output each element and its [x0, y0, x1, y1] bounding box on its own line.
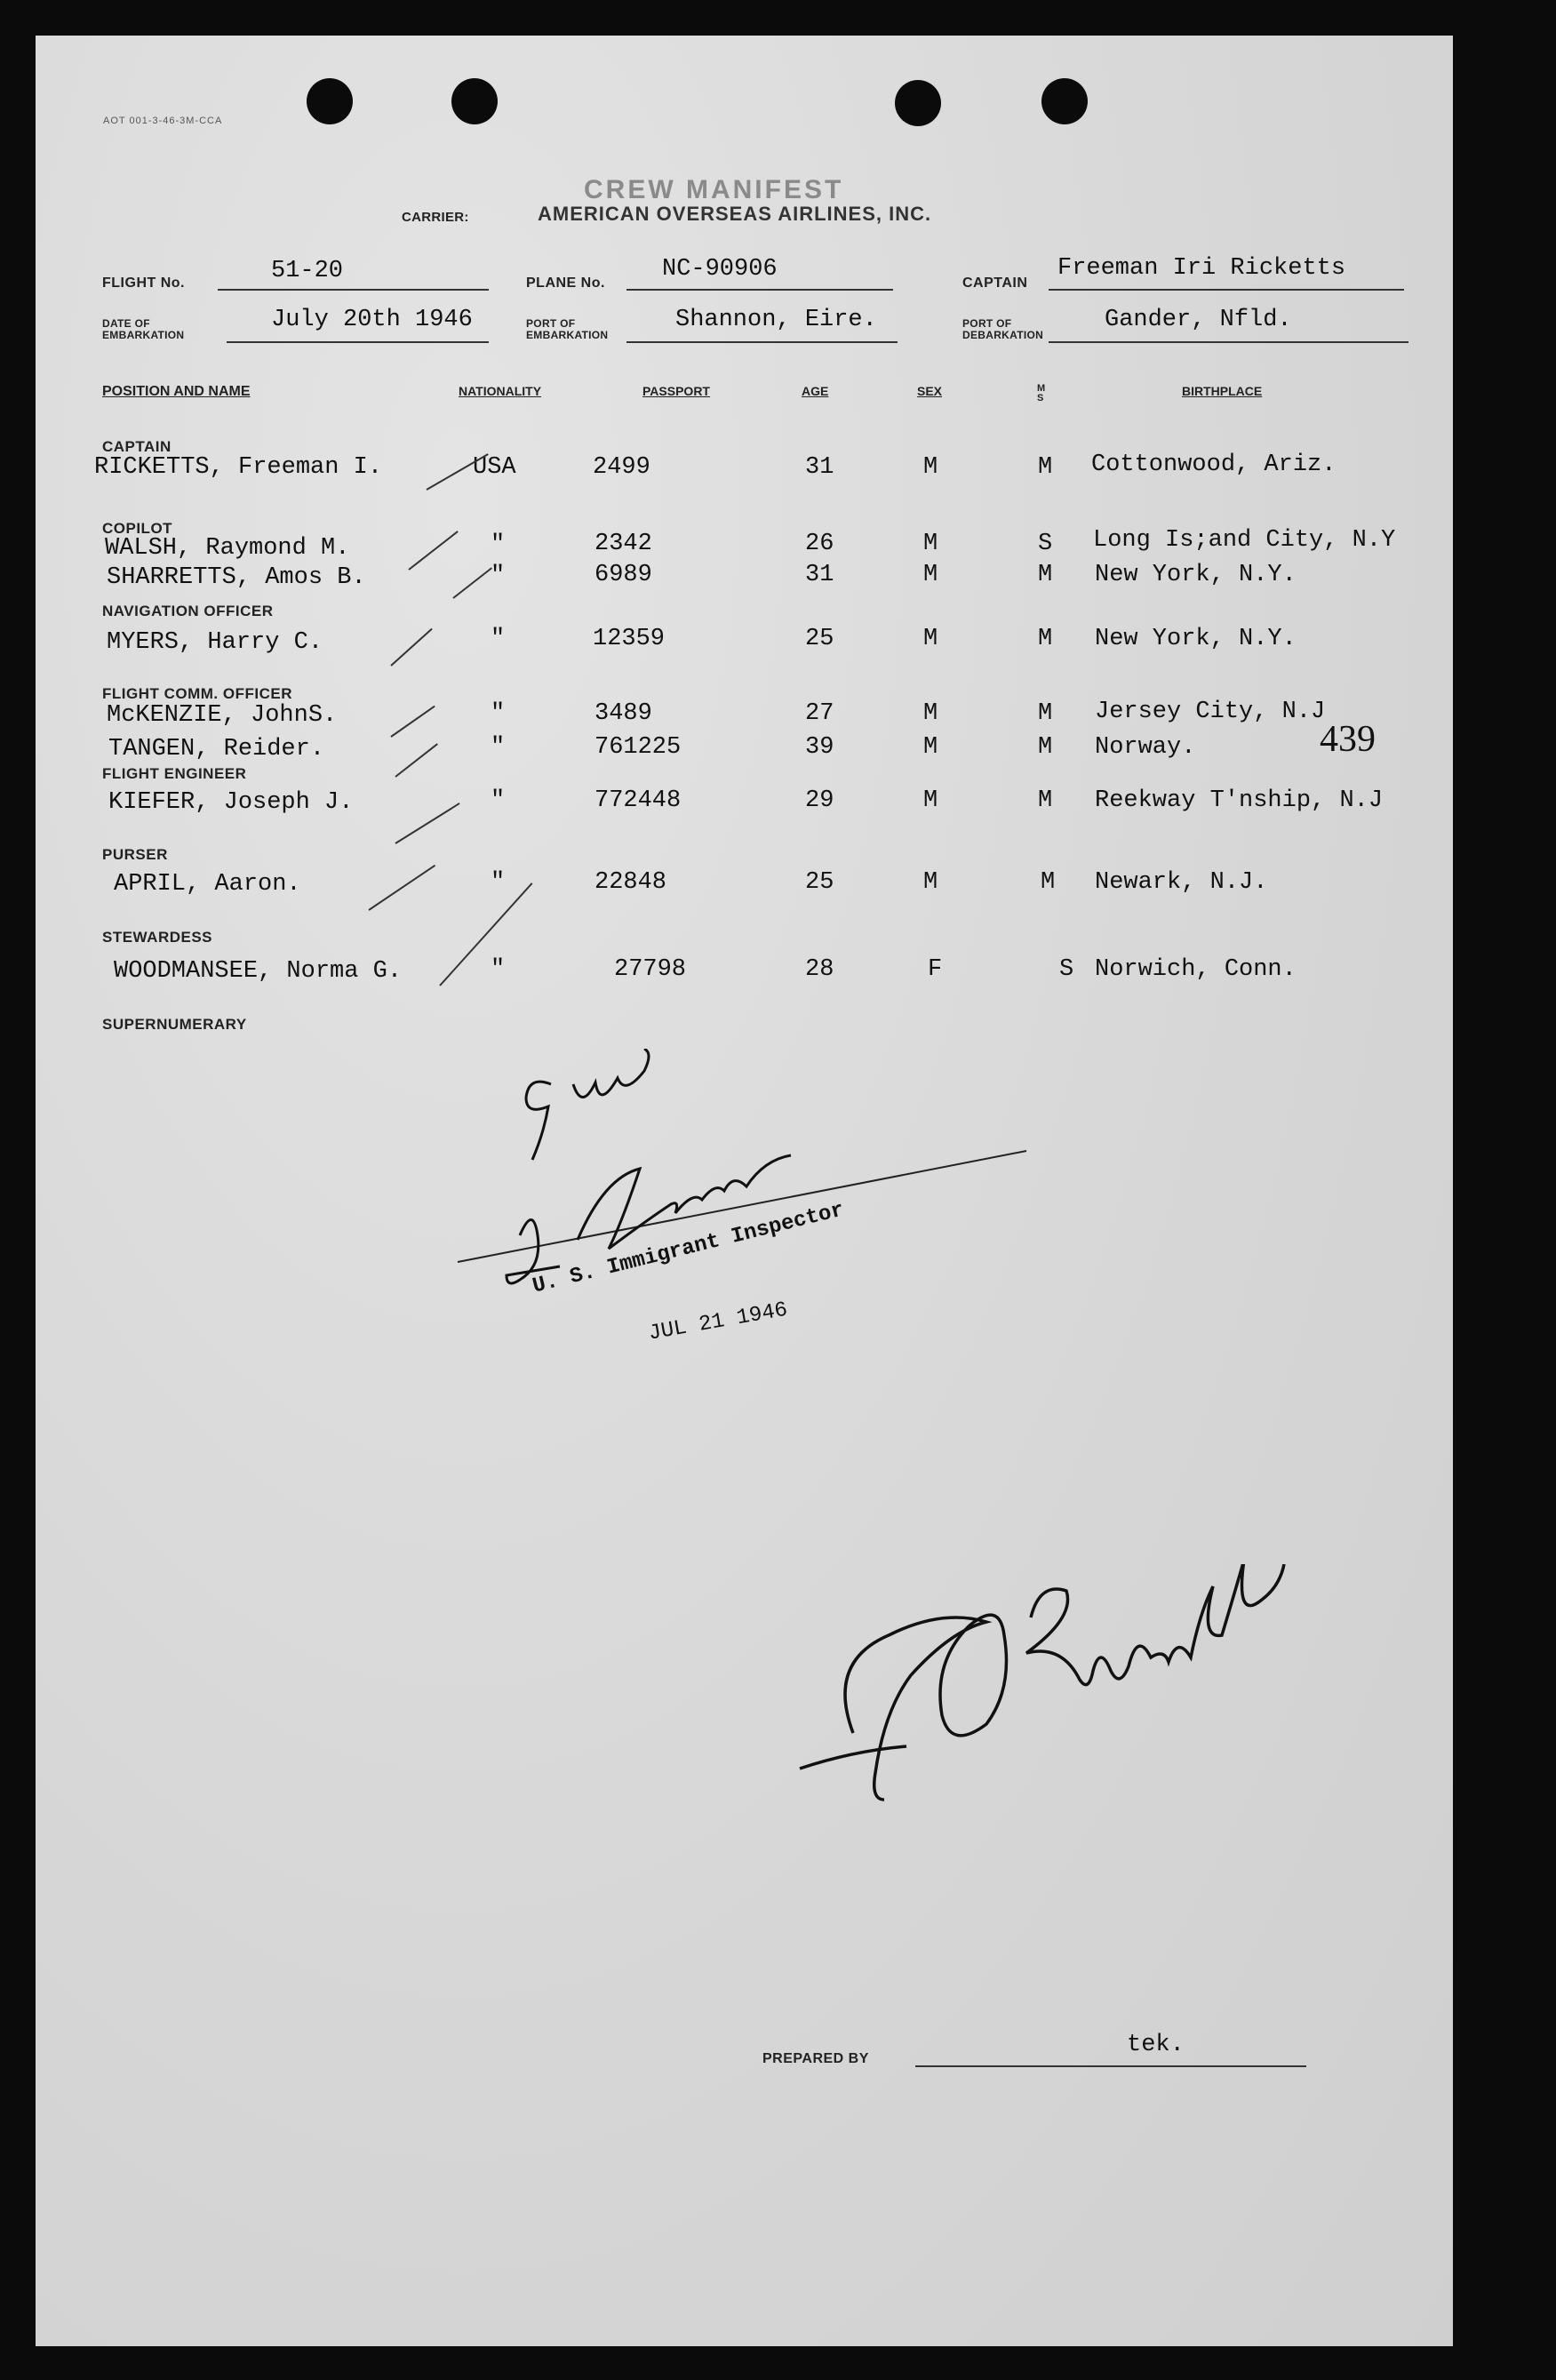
crew-marital: M	[1038, 734, 1053, 761]
crew-passport: 772448	[594, 787, 682, 814]
crew-name: RICKETTS, Freeman I.	[94, 454, 383, 481]
crew-age: 31	[805, 454, 834, 481]
crew-nationality: USA	[473, 454, 516, 481]
port-embarkation-label-line-2: EMBARKATION	[526, 329, 609, 341]
punch-hole	[307, 78, 353, 124]
crew-birthplace: Long Is;and City, N.Y	[1093, 527, 1396, 554]
role-navigation-officer: NAVIGATION OFFICER	[102, 603, 274, 619]
crew-marital: M	[1038, 454, 1053, 481]
crew-passport: 761225	[594, 734, 682, 761]
col-passport: PASSPORT	[642, 384, 710, 398]
crew-passport: 3489	[594, 700, 652, 727]
crew-marital: M	[1038, 562, 1053, 588]
date-of-embarkation: July 20th 1946	[271, 307, 473, 333]
col-marital: M S	[1037, 383, 1046, 403]
crew-name: KIEFER, Joseph J.	[108, 789, 354, 816]
role-stewardess: STEWARDESS	[102, 929, 213, 946]
date-label-line-1: DATE OF	[102, 317, 150, 330]
role-purser: PURSER	[102, 846, 168, 863]
crew-nationality: "	[491, 956, 506, 983]
inspector-stamp-date: JUL 21 1946	[646, 1298, 790, 1346]
crew-age: 31	[805, 562, 834, 588]
col-birthplace: BIRTHPLACE	[1182, 384, 1263, 398]
crew-passport: 6989	[594, 562, 652, 588]
role-captain: CAPTAIN	[102, 438, 172, 455]
col-sex: SEX	[917, 384, 943, 398]
manifest-page	[36, 36, 1453, 2346]
crew-passport: 2499	[593, 454, 650, 481]
crew-age: 29	[805, 787, 834, 814]
inspector-signature	[409, 1049, 1031, 1333]
port-debarkation-label	[962, 318, 1043, 341]
crew-birthplace: Reekway T'nship, N.J	[1095, 787, 1384, 814]
crew-passport: 27798	[614, 956, 687, 983]
crew-name: SHARRETTS, Amos B.	[107, 564, 366, 591]
crew-birthplace: Norwich, Conn.	[1095, 956, 1297, 983]
inspector-stamp-title: U. S. Immigrant Inspector	[530, 1198, 847, 1299]
crew-passport: 12359	[593, 626, 666, 652]
form-number: AOT 001-3-46-3M-CCA	[103, 116, 223, 126]
captain-signature	[791, 1564, 1342, 1849]
crew-nationality: "	[491, 700, 506, 727]
date-label	[102, 318, 184, 341]
port-embarkation-label-line-1: PORT OF	[526, 317, 576, 330]
role-flight-engineer: FLIGHT ENGINEER	[102, 765, 247, 782]
crew-sex: M	[923, 700, 938, 727]
carrier-name: AMERICAN OVERSEAS AIRLINES, INC.	[538, 203, 932, 225]
crew-age: 28	[805, 956, 834, 983]
crew-age: 39	[805, 734, 834, 761]
flight-number: 51-20	[271, 258, 344, 284]
col-nationality: NATIONALITY	[459, 384, 542, 398]
crew-age: 27	[805, 700, 834, 727]
crew-sex: M	[923, 626, 938, 652]
port-of-debarkation: Gander, Nfld.	[1105, 307, 1292, 333]
punch-hole	[1041, 78, 1088, 124]
crew-name: WOODMANSEE, Norma G.	[114, 958, 403, 985]
prepared-by-label: PREPARED BY	[762, 2051, 869, 2066]
carrier-label: CARRIER:	[402, 210, 469, 225]
role-supernumerary: SUPERNUMERARY	[102, 1016, 247, 1033]
crew-name: WALSH, Raymond M.	[105, 535, 350, 562]
crew-age: 25	[805, 869, 834, 896]
crew-sex: M	[923, 531, 938, 557]
crew-passport: 2342	[594, 531, 652, 557]
crew-marital: M	[1038, 787, 1053, 814]
punch-hole	[451, 78, 498, 124]
crew-marital: S	[1038, 531, 1053, 557]
crew-age: 25	[805, 626, 834, 652]
page-title: CREW MANIFEST	[584, 175, 844, 204]
crew-sex: M	[923, 734, 938, 761]
flight-label: FLIGHT No.	[102, 276, 185, 291]
crew-marital: S	[1059, 956, 1074, 983]
crew-name: TANGEN, Reider.	[108, 736, 325, 763]
crew-name: McKENZIE, JohnS.	[107, 702, 338, 729]
crew-marital: M	[1038, 626, 1053, 652]
plane-label: PLANE No.	[526, 276, 605, 291]
crew-nationality: "	[491, 626, 506, 652]
crew-birthplace: New York, N.Y.	[1095, 562, 1297, 588]
crew-sex: M	[923, 454, 938, 481]
port-debarkation-label-line-1: PORT OF	[962, 317, 1012, 330]
crew-name: MYERS, Harry C.	[107, 629, 323, 656]
crew-sex: F	[928, 956, 943, 983]
port-embarkation-label	[526, 318, 608, 341]
crew-sex: M	[923, 787, 938, 814]
crew-sex: M	[923, 562, 938, 588]
crew-birthplace: Norway.	[1095, 734, 1196, 761]
col-age: AGE	[802, 384, 829, 398]
port-of-embarkation: Shannon, Eire.	[675, 307, 877, 333]
crew-birthplace: Newark, N.J.	[1095, 869, 1268, 896]
plane-number: NC-90906	[662, 256, 778, 283]
date-label-line-2: EMBARKATION	[102, 329, 185, 341]
crew-age: 26	[805, 531, 834, 557]
crew-passport: 22848	[594, 869, 667, 896]
crew-nationality: "	[491, 734, 506, 761]
page-number: 439	[1320, 719, 1376, 760]
role-flight-comm-officer: FLIGHT COMM. OFFICER	[102, 685, 292, 702]
role-copilot: COPILOT	[102, 520, 173, 537]
crew-name: APRIL, Aaron.	[114, 871, 301, 898]
captain-name: Freeman Iri Ricketts	[1057, 255, 1346, 282]
crew-marital: M	[1038, 700, 1053, 727]
crew-birthplace: Cottonwood, Ariz.	[1091, 451, 1337, 478]
col-position-and-name: POSITION AND NAME	[102, 384, 251, 399]
crew-nationality: "	[491, 563, 506, 589]
crew-birthplace: New York, N.Y.	[1095, 626, 1297, 652]
captain-label: CAPTAIN	[962, 276, 1028, 291]
crew-marital: M	[1041, 869, 1056, 896]
crew-nationality: "	[491, 869, 506, 896]
crew-nationality: "	[491, 531, 506, 558]
prepared-by-value: tek.	[1127, 2032, 1185, 2058]
crew-birthplace: Jersey City, N.J	[1095, 699, 1326, 725]
punch-hole	[895, 80, 941, 126]
port-debarkation-label-line-2: DEBARKATION	[962, 329, 1044, 341]
crew-nationality: "	[491, 787, 506, 814]
crew-sex: M	[923, 869, 938, 896]
